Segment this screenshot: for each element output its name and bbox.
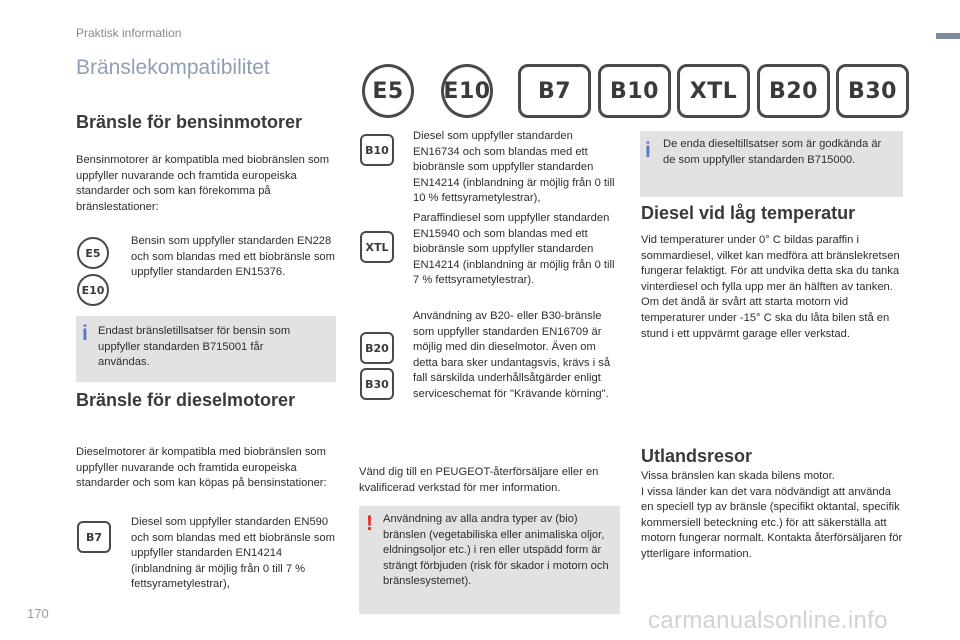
badge-xtl: XTL xyxy=(360,231,394,263)
diesel-badge-b7: B7 xyxy=(77,521,111,553)
fuel-badge-b7: B7 xyxy=(518,64,591,118)
fuel-badge-e10: E10 xyxy=(441,64,493,118)
warning-text: Användning av alla andra typer av (bio) bränslen (vegetabiliska eller animaliska oljor, eldningsoljor etc.) i ren eller utspädd form är strängt förbjuden (risk för skador i motorn och bränslesystemet). xyxy=(383,513,609,588)
petrol-intro: Bensinmotorer är kompatibla med biobränslen som uppfyller nuvarande och framtida europeiska standarder och som kan förekomma på bränslestationer: xyxy=(76,154,330,213)
info-icon: i xyxy=(82,322,88,345)
b20-b30-text: Användning av B20- eller B30-bränsle som uppfyller standarden EN16709 är möjlig med din dieselmotor. Även om detta bara sker undantagsvis, krävs i så fall särskilda underhållsåtgärder enligt serviceschemat för "Krävande körning". xyxy=(413,310,611,400)
diesel-info-text: De enda dieseltillsatser som är godkända är de som uppfyller standarden B715000. xyxy=(663,138,882,166)
section-label: Praktisk information xyxy=(76,26,182,40)
cold-diesel-heading: Diesel vid låg temperatur xyxy=(641,203,856,223)
petrol-info-box xyxy=(76,316,336,382)
xtl-text: Paraffindiesel som uppfyller standarden EN15940 och som blandas med ett biobränsle som uppfyller standarden EN14214 (inblandning är möjlig från 0 till 7 % fettsyrametylestrar). xyxy=(413,212,615,287)
fuel-badge-e5: E5 xyxy=(362,64,414,118)
petrol-badge-e5: E5 xyxy=(77,237,109,269)
abroad-heading: Utlandsresor xyxy=(641,446,753,466)
diesel-heading: Bränsle för dieselmotorer xyxy=(76,390,296,410)
dealer-note: Vänd dig till en PEUGEOT-återförsäljare eller en kvalificerad verkstad för mer information. xyxy=(359,466,599,494)
petrol-badge-e10: E10 xyxy=(77,274,109,306)
petrol-heading: Bränsle för bensinmotorer xyxy=(76,112,303,132)
badge-b20: B20 xyxy=(360,332,394,364)
cold-diesel-text: Vid temperaturer under 0° C bildas paraffin i sommardiesel, vilket kan medföra att bränslekretsen fungerar felaktigt. För att undvika detta ska du tanka vinterdiesel och fylla upp mer än hälften av tanken. Om det ändå är svårt att starta motorn vid temperaturer under -15° C ska du låta bilen stå en stund i ett uppvärmt garage eller verkstad. xyxy=(641,234,900,340)
info-icon: i xyxy=(645,139,651,162)
page-number: 170 xyxy=(27,606,49,621)
fuel-badge-b10: B10 xyxy=(598,64,671,118)
abroad-text: Vissa bränslen kan skada bilens motor. I vissa länder kan det vara nödvändigt att använda en speciell typ av bränsle (specifikt oktantal, specifik kommersiell beteckning etc.) för att säkerställa att motorn fungerar normalt. Kontakta återförsäljaren för ytterligare information. xyxy=(641,470,903,560)
badge-b10: B10 xyxy=(360,134,394,166)
diesel-b7-text: Diesel som uppfyller standarden EN590 och som blandas med ett biobränsle som uppfyller standarden EN14214 (inblandning är möjlig från 0 till 7 % fettsyrametylestrar), xyxy=(131,516,335,591)
page-title: Bränslekompatibilitet xyxy=(76,56,270,79)
b10-text: Diesel som uppfyller standarden EN16734 och som blandas med ett biobränsle som uppfyller standarden EN14214 (inblandning är möjlig från 0 till 10 % fettsyrametylestrar), xyxy=(413,130,615,205)
section-marker xyxy=(936,33,960,39)
fuel-badge-b20: B20 xyxy=(757,64,830,118)
warning-box xyxy=(359,506,620,614)
warning-icon: ! xyxy=(366,512,373,535)
diesel-intro: Dieselmotorer är kompatibla med biobränslen som uppfyller nuvarande och framtida europeiska standarder och som kan köpas på bensinstationer: xyxy=(76,446,327,490)
petrol-info-text: Endast bränsletillsatser för bensin som uppfyller standarden B715001 får användas. xyxy=(98,325,291,369)
petrol-spec-text: Bensin som uppfyller standarden EN228 och som blandas med ett biobränsle som uppfyller standarden EN15376. xyxy=(131,235,335,279)
diesel-info-box xyxy=(640,131,903,197)
watermark: carmanualsonline.info xyxy=(648,607,888,634)
fuel-badge-xtl: XTL xyxy=(677,64,750,118)
badge-b30: B30 xyxy=(360,368,394,400)
fuel-badge-b30: B30 xyxy=(836,64,909,118)
